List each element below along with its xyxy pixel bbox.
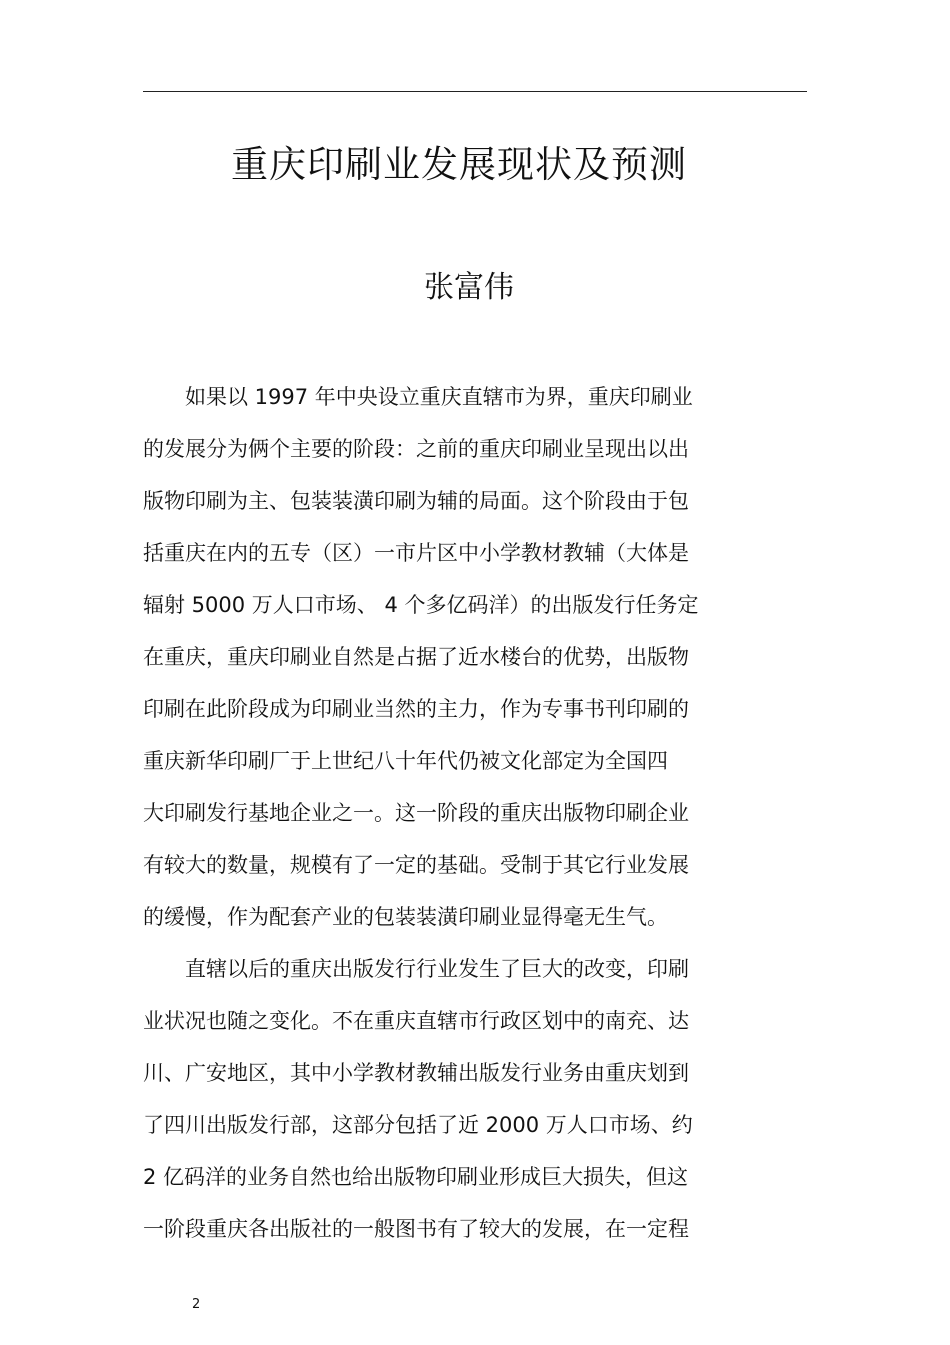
text-line: 直辖以后的重庆出版发行行业发生了巨大的改变，印刷	[143, 957, 689, 981]
body-text	[143, 377, 808, 1261]
text-line: 有较大的数量，规模有了一定的基础。受制于其它行业发展	[143, 853, 689, 877]
text-line: 了四川出版发行部，这部分包括了近 2000 万人口市场、约	[143, 1113, 693, 1137]
author-name: 张富伟	[424, 270, 514, 305]
text-line: 辐射 5000 万人口市场、 4 个多亿码洋）的出版发行任务定	[143, 593, 699, 617]
text-line: 括重庆在内的五专（区）一市片区中小学教材教辅（大体是	[143, 541, 689, 565]
text-line: 如果以 1997 年中央设立重庆直辖市为界，重庆印刷业	[143, 385, 693, 409]
document-title: 重庆印刷业发展现状及预测	[231, 143, 687, 186]
text-line: 川、广安地区，其中小学教材教辅出版发行业务由重庆划到	[143, 1061, 689, 1085]
text-line: 2 亿码洋的业务自然也给出版物印刷业形成巨大损失，但这	[143, 1165, 689, 1189]
text-line: 一阶段重庆各出版社的一般图书有了较大的发展，在一定程	[143, 1217, 689, 1241]
page-number: 2	[192, 1297, 201, 1312]
top-rule	[143, 91, 807, 92]
text-line: 业状况也随之变化。不在重庆直辖市行政区划中的南充、达	[143, 1009, 689, 1033]
text-line: 的缓慢，作为配套产业的包装装潢印刷业显得毫无生气。	[143, 905, 668, 929]
text-line: 在重庆，重庆印刷业自然是占据了近水楼台的优势，出版物	[143, 645, 689, 669]
text-line: 的发展分为俩个主要的阶段：之前的重庆印刷业呈现出以出	[143, 437, 689, 461]
text-line: 重庆新华印刷厂于上世纪八十年代仍被文化部定为全国四	[143, 749, 668, 773]
text-line: 大印刷发行基地企业之一。这一阶段的重庆出版物印刷企业	[143, 801, 689, 825]
text-line: 印刷在此阶段成为印刷业当然的主力，作为专事书刊印刷的	[143, 697, 689, 721]
text-line: 版物印刷为主、包装装潢印刷为辅的局面。这个阶段由于包	[143, 489, 689, 513]
